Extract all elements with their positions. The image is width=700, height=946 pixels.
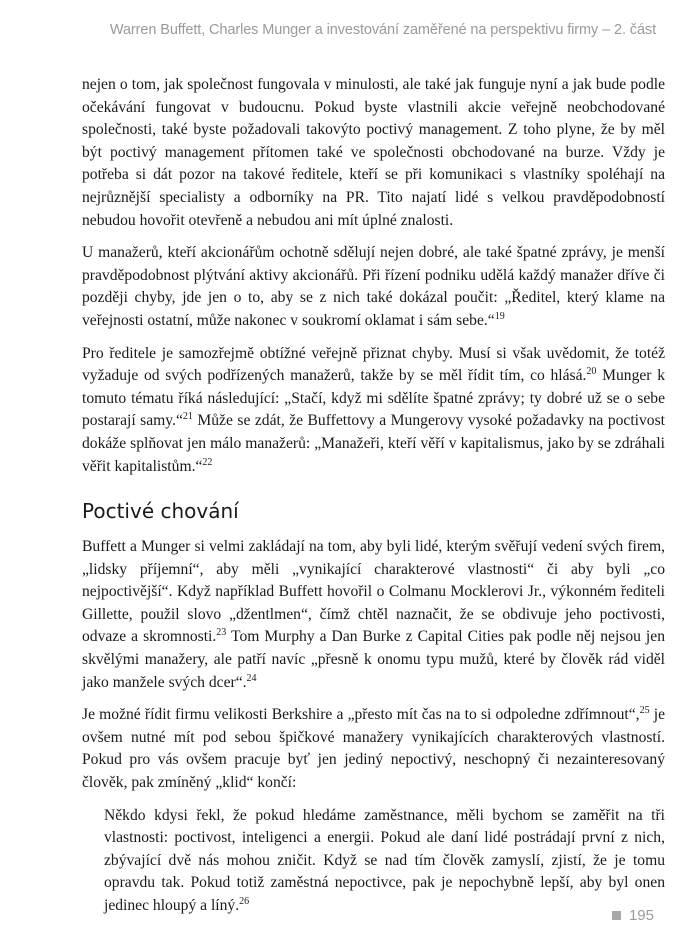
paragraph-text: Pro ředitele je samozřejmě obtížné veřejně přiznat chyby. Musí si však uvědomit, že totéž vyžaduje od svých podřízených manažerů, takže by se měl řídit tím, co hlásá. [82, 344, 665, 385]
paragraph-text: Tom Murphy a Dan Burke z Capital Cities pak podle něj nejsou jen skvělými manažery, ale patří navíc „přesně k onomu typu mužů, které by člověk rád viděl jako manžele svých dcer“. [82, 628, 665, 691]
paragraph-text: Munger k tomuto tématu říká následující: „Stačí, když mi sdělíte špatné zprávy; ty dobré už se o sebe postarají samy.“ [82, 367, 665, 430]
footnote-ref[interactable]: 21 [182, 411, 193, 423]
footnote-ref[interactable]: 26 [239, 895, 250, 907]
section-heading: Poctivé chování [82, 499, 239, 524]
page-footer [612, 907, 654, 924]
paragraph-text: U manažerů, kteří akcionářům ochotně sdělují nejen dobré, ale také špatné zprávy, je menší pravděpodobnost plýtvání aktivy akcionářů. Při řízení podniku udělá každý manažer dříve či později chyby, jde jen o to, aby se z nich také dokázal poučit: „Ředitel, který klame na veřejnosti ostatní, může nakonec v soukromí oklamat i sám sebe.“ [82, 244, 665, 329]
paragraph-text: je ovšem nutné mít pod sebou špičkové manažery vynikajících charakterových vlastností. Pokud pro vás ovšem pracuje byť jen jediný nepoctivý, neschopný či nezainteresovaný člověk, pak zmíněný „klid“ končí: [82, 706, 665, 792]
page-body [82, 74, 665, 918]
footnote-ref[interactable]: 24 [246, 672, 257, 684]
paragraph-text: Je možné řídit firmu velikosti Berkshire a „přesto mít čas na to si odpoledne zdřímnout“, [82, 706, 640, 724]
footnote-ref[interactable]: 19 [494, 310, 505, 322]
paragraph [82, 74, 665, 232]
paragraph [82, 343, 665, 479]
paragraph [82, 704, 665, 794]
paragraph [82, 536, 665, 694]
footnote-ref[interactable]: 25 [639, 705, 650, 717]
block-quote [104, 805, 665, 918]
footnote-ref[interactable]: 23 [216, 627, 227, 639]
square-marker-icon [612, 911, 621, 920]
paragraph-text: Může se zdát, že Buffettovy a Mungerovy vysoké požadavky na poctivost dokáže splňovat jen málo manažerů: „Manažeři, kteří věří v kapitalismus, jako by se zdráhali věřit kapitalistům.“ [82, 412, 665, 475]
paragraph-text: nejen o tom, jak společnost fungovala v minulosti, ale také jak funguje nyní a jak bude podle očekávání fungovat v budoucnu. Pokud byste vlastnili akcie veřejně neobchodované společnosti, také byste požadovali takovýto poctivý management. Z toho plyne, že by měl být poctivý management přítomen také ve společnosti obchodované na burze. Vždy je potřeba si dát pozor na takové ředitele, kteří se při komunikaci s vlastníky spoléhají na nejrůznější specialisty a odborníky na PR. Tito najatí lidé s velkou pravděpodobností nebudou hovořit otevřeně a nebudou ani mít úplné znalosti. [82, 76, 665, 229]
paragraph-text: Buffett a Munger si velmi zakládají na tom, aby byli lidé, kterým svěřují vedení svých firem, „lidsky příjemní“, aby měli „vynikající charakterové vlastnosti“ či aby byli „co nejpoctivější“. Když například Buffett hovořil o Colmanu Mocklerovi Jr., výkonném řediteli Gillette, použil slovo „džentlmen“, čímž chtěl naznačit, že se obdivuje jeho poctivosti, odvaze a skromnosti. [82, 538, 665, 646]
running-header: Warren Buffett, Charles Munger a investování zaměřené na perspektivu firmy – 2. část [109, 22, 656, 38]
paragraph [82, 242, 665, 332]
quote-text: Někdo kdysi řekl, že pokud hledáme zaměstnance, měli bychom se zaměřit na tři vlastnosti: poctivost, inteligenci a energii. Pokud ale daní lidé postrádají první z nich, zbývající dvě nás mohou zničit. Když se nad tím člověk zamyslí, zjistí, že je tomu opravdu tak. Pokud totiž zaměstná nepoctivce, pak je nepochybně lepší, aby byl onen jedinec hloupý a líný. [104, 806, 665, 914]
page-number: 195 [628, 907, 654, 924]
footnote-ref[interactable]: 20 [586, 365, 597, 377]
footnote-ref[interactable]: 22 [202, 456, 213, 468]
